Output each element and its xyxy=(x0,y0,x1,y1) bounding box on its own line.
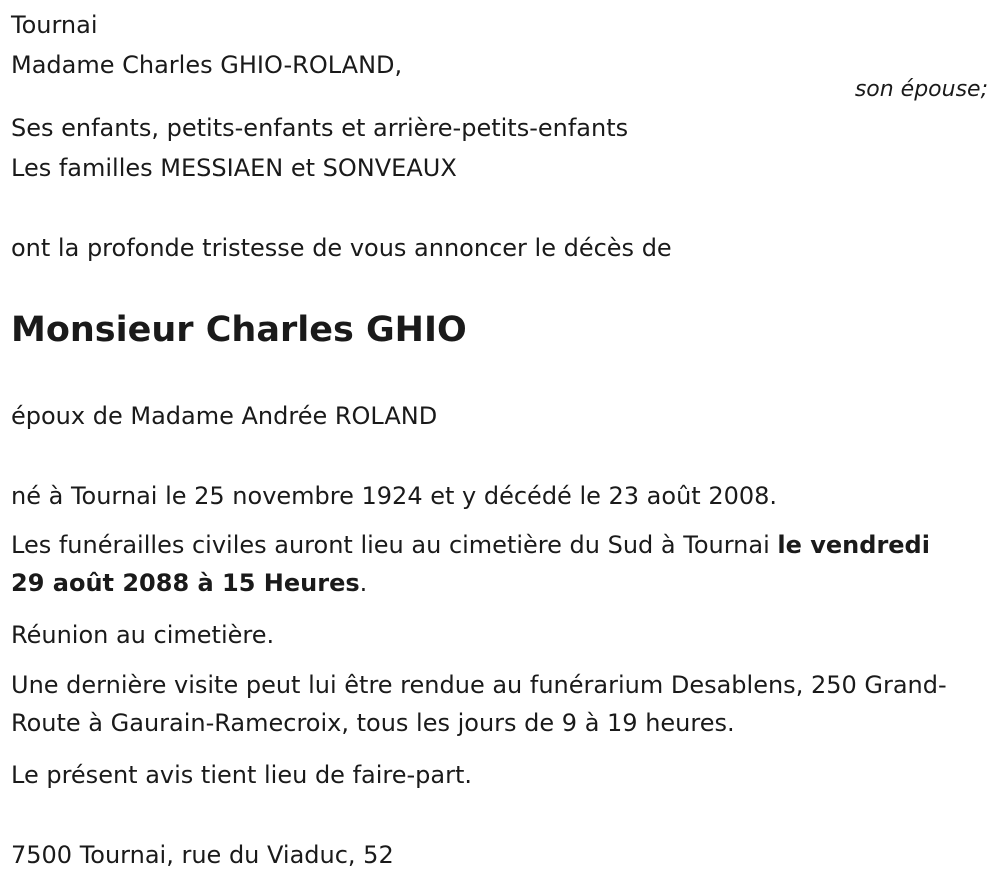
funeral-end: . xyxy=(359,569,368,597)
widow-line: Madame Charles GHIO-ROLAND, xyxy=(11,51,403,79)
birth-death-line: né à Tournai le 25 novembre 1924 et y décédé le 23 août 2008. xyxy=(11,482,778,510)
address-line: 7500 Tournai, rue du Viaduc, 52 xyxy=(11,841,394,869)
spouse-line: époux de Madame Andrée ROLAND xyxy=(11,402,438,430)
intro-line: ont la profonde tristesse de vous annoncer le décès de xyxy=(11,234,672,262)
funeral-date: le vendredi 29 août 2088 à 15 Heures xyxy=(11,531,930,597)
funeral-text: Les funérailles civiles auront lieu au cimetière du Sud à Tournai xyxy=(11,531,778,559)
children-line: Ses enfants, petits-enfants et arrière-petits-enfants xyxy=(11,114,629,142)
funeral-paragraph xyxy=(11,526,971,602)
families-line: Les familles MESSIAEN et SONVEAUX xyxy=(11,154,457,182)
deceased-name: Monsieur Charles GHIO xyxy=(11,310,467,350)
meeting-line: Réunion au cimetière. xyxy=(11,621,275,649)
visit-paragraph: Une dernière visite peut lui être rendue au funérarium Desablens, 250 Grand-Route à Gaurain-Ramecroix, tous les jours de 9 à 19 heures. xyxy=(11,671,947,737)
widow-relation: son épouse; xyxy=(854,77,988,102)
city-line: Tournai xyxy=(11,11,98,39)
notice-line: Le présent avis tient lieu de faire-part. xyxy=(11,761,473,789)
